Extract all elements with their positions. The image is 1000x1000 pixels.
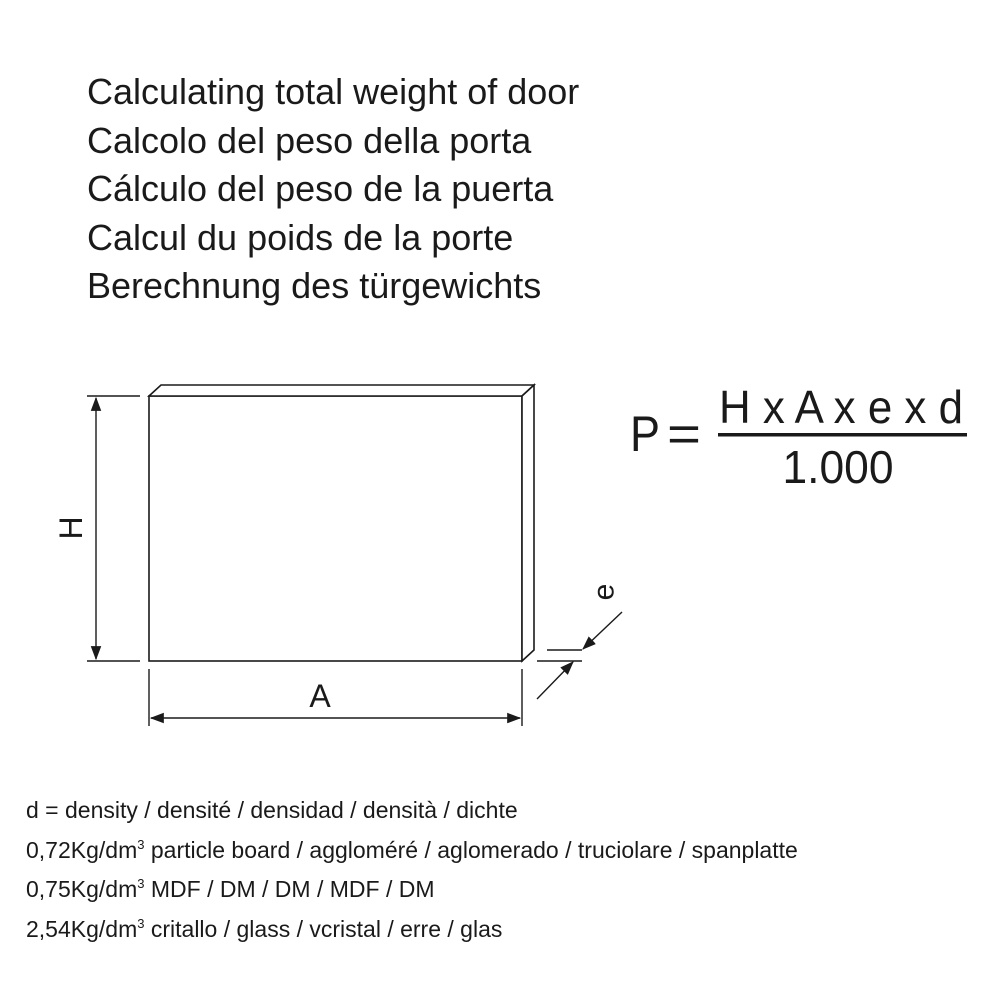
door-front-face (149, 396, 522, 661)
door-side-edge (522, 385, 534, 661)
formula-numerator: H x A x e x d (719, 381, 963, 433)
density-definition: d = density / densité / densidad / densità / dichte (26, 797, 518, 823)
title-spanish: Cálculo del peso de la puerta (87, 168, 554, 209)
material-row-mdf (26, 867, 798, 907)
title-english: Calculating total weight of door (87, 71, 580, 112)
density-value: 2,54 (26, 916, 71, 943)
fraction-bar (718, 433, 967, 437)
formula-lhs: P (630, 406, 660, 462)
thickness-arrow-lower (537, 662, 573, 699)
thickness-dimension (537, 612, 622, 699)
density-unit: Kg/dm (70, 836, 138, 863)
title-german: Berechnung des türgewichts (87, 265, 542, 306)
door-top-edge (149, 385, 534, 396)
density-unit: Kg/dm (70, 916, 138, 943)
material-names: MDF / DM / DM / MDF / DM (150, 876, 435, 903)
unit-exponent: 3 (137, 876, 145, 892)
unit-exponent: 3 (137, 916, 145, 932)
width-label: A (309, 678, 331, 714)
material-row-glass (26, 907, 798, 947)
density-value: 0,75 (26, 876, 71, 903)
material-names: particle board / aggloméré / aglomerado / truciolare / spanplatte (150, 836, 798, 863)
density-legend (26, 793, 798, 947)
density-unit: Kg/dm (70, 876, 138, 903)
formula-denominator: 1.000 (782, 441, 894, 493)
material-row-particle-board (26, 828, 798, 868)
title-french: Calcul du poids de la porte (87, 216, 514, 258)
title-italian: Calcolo del peso della porta (87, 119, 532, 161)
thickness-arrow-upper (583, 612, 622, 649)
weight-formula (630, 381, 967, 493)
material-names: critallo / glass / vcristal / erre / glas (150, 916, 503, 943)
formula-equals: = (667, 406, 701, 462)
thickness-label: e (587, 583, 621, 601)
height-dimension (87, 396, 140, 661)
height-label: H (53, 516, 89, 540)
door-panel (149, 385, 534, 661)
unit-exponent: 3 (137, 836, 145, 852)
width-dimension (149, 669, 522, 726)
density-value: 0,72 (26, 836, 71, 863)
